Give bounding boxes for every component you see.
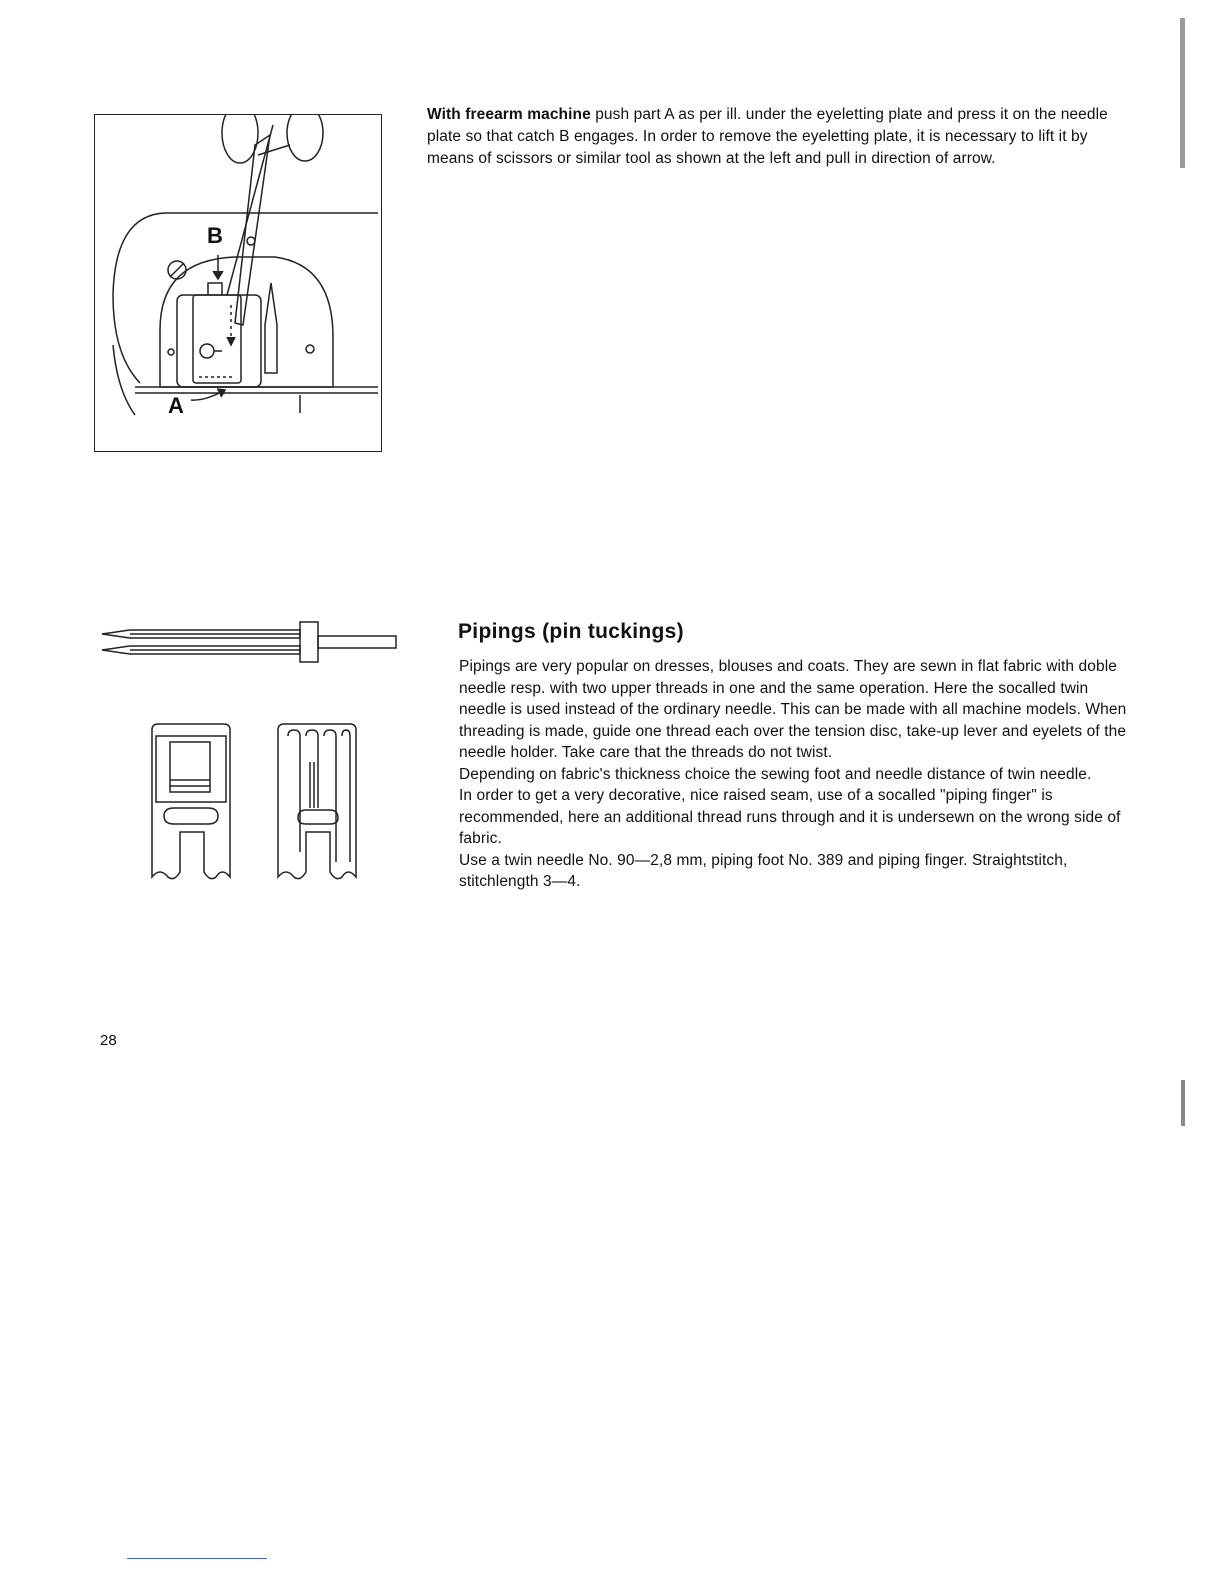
freearm-text: push part A as per ill. under the eyeletting plate and press it on the needle plate so that catch B engages. In order to remove the eyeletting plate, it is necessary to lift it by means of scissors or similar tool as shown at the left and pull in direction of arrow.: [427, 106, 1108, 167]
label-a: A: [168, 393, 184, 418]
scan-edge-mark-top: [1180, 18, 1185, 168]
pipings-paragraph-1: Pipings are very popular on dresses, blouses and coats. They are sewn in flat fabric with doble needle resp. with two upper threads in one and the same operation. Here the socalled twin needle is used instead of the ordinary needle. This can be made with all machine models. When threading is made, guide one thread each over the tension disc, take-up lever and eyelets of the needle holder. Take care that the threads do not twist.: [459, 658, 1127, 761]
eyeletting-plate-drawing: [95, 115, 381, 451]
pipings-paragraph-2: Depending on fabric's thickness choice the sewing foot and needle distance of twin needle.: [459, 765, 1092, 783]
eyeletting-plate-illustration: [94, 114, 382, 452]
pipings-paragraph-4: Use a twin needle No. 90—2,8 mm, piping foot No. 389 and piping finger. Straightstitch, stitchlength 3—4.: [459, 851, 1068, 890]
page-number: 28: [100, 1032, 117, 1049]
pipings-body: [459, 656, 1129, 893]
bottom-rule: [127, 1558, 267, 1559]
freearm-instructions: [427, 104, 1117, 170]
label-b: B: [207, 223, 223, 248]
piping-foot-illustration: [276, 722, 358, 882]
freearm-lead: With freearm machine: [427, 106, 591, 123]
pipings-heading: Pipings (pin tuckings): [458, 620, 684, 643]
twin-needle-illustration: [100, 618, 400, 668]
standard-foot-illustration: [150, 722, 232, 882]
scan-edge-mark-bottom: [1181, 1080, 1185, 1126]
pipings-paragraph-3: In order to get a very decorative, nice raised seam, use of a socalled "piping finger" is recommended, here an additional thread runs through and it is undersewn on the wrong side of fabric.: [459, 787, 1121, 847]
